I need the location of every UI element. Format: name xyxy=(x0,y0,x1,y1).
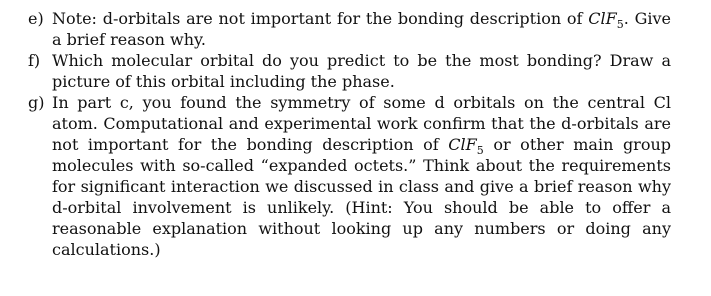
question-text xyxy=(52,92,671,260)
question-label: g) xyxy=(28,93,45,112)
question-list xyxy=(0,8,711,260)
question-text xyxy=(52,8,671,50)
formula-subscript: 5 xyxy=(616,18,624,32)
formula-base: ClF xyxy=(448,135,477,154)
question-text xyxy=(52,50,671,92)
formula-base: ClF xyxy=(588,9,617,28)
text-segment: Which molecular orbital do you predict to be the most bonding? Draw a picture of this orbital including the phase. xyxy=(52,51,671,91)
text-segment: or other main group molecules with so-called “expanded octets.” Think about the requirements for significant interaction we discussed in class and give a brief reason why d-orbital involvement is unlikely. (Hint: You should be able to offer a reasonable explanation without looking up any numbers or doing any calculations.) xyxy=(52,135,672,259)
question-e xyxy=(0,8,711,50)
text-segment: Note: d-orbitals are not important for the bonding description of xyxy=(52,9,589,28)
chemical-formula xyxy=(588,9,624,32)
question-label: e) xyxy=(28,9,44,28)
chemical-formula xyxy=(448,135,484,158)
question-g xyxy=(0,92,711,260)
text-segment: . Give a brief reason why. xyxy=(52,9,672,49)
text-segment: In part c, you found the symmetry of some d orbitals on the central Cl atom. Computational and experimental work confirm that the d-orbitals are not important for the bonding description of xyxy=(52,93,671,154)
question-f xyxy=(0,50,711,92)
formula-subscript: 5 xyxy=(476,144,484,158)
question-label: f) xyxy=(28,51,41,70)
